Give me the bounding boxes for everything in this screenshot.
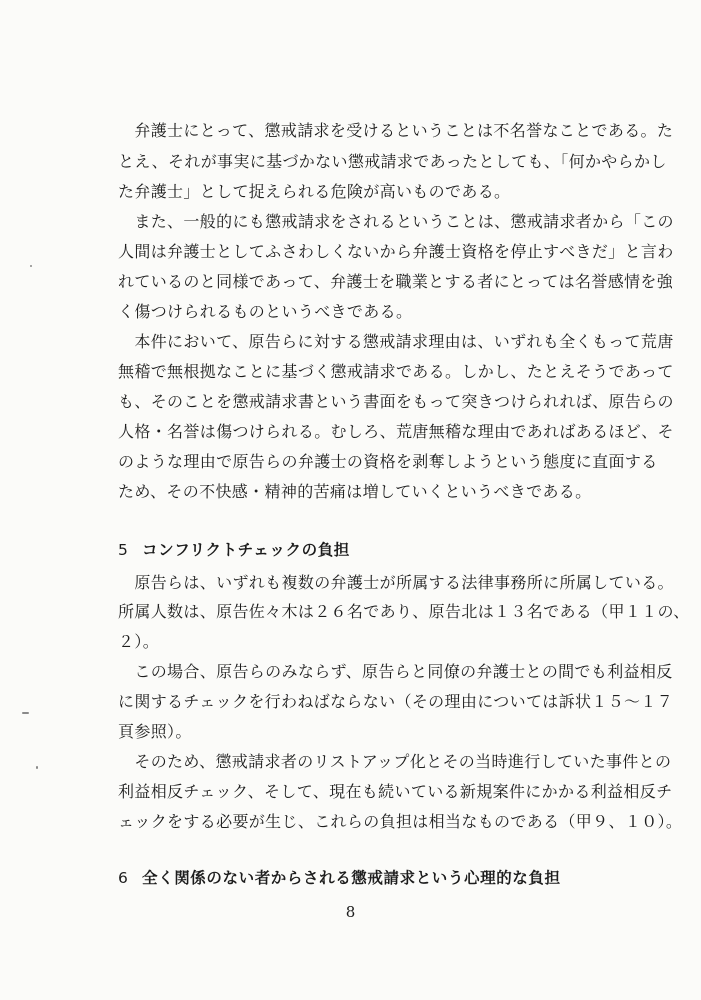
body-text-line: そのため、懲戒請求者のリストアップ化とその当時進行していた事件との — [118, 752, 672, 771]
body-text-line: く傷つけられるものというべきである。 — [118, 302, 413, 321]
body-text-line: とえ、それが事実に基づかない懲戒請求であったとしても、「何かやらかし — [118, 152, 667, 171]
body-text-line: また、一般的にも懲戒請求をされるということは、懲戒請求者から「この — [118, 212, 674, 231]
body-text-line: この場合、原告らのみならず、原告らと同僚の弁護士との間でも利益相反 — [118, 662, 673, 681]
body-text-line: 本件において、原告らに対する懲戒請求理由は、いずれも全くもって荒唐 — [118, 332, 674, 351]
body-text-line: 利益相反チェック、そして、現在も続いている新規案件にかかる利益相反チ — [118, 782, 673, 801]
body-text-line: に関するチェックを行わねばならない（その理由については訴状１５～１７ — [118, 692, 674, 711]
body-text-line: 人間は弁護士としてふさわしくないから弁護士資格を停止すべきだ」と言わ — [118, 242, 674, 261]
body-text-line: 弁護士にとって、懲戒請求を受けるということは不名誉なことである。た — [118, 121, 674, 140]
section-title: コンフリクトチェックの負担 — [142, 541, 350, 559]
scan-speck — [22, 712, 29, 714]
body-text-line: ェックをする必要が生じ、これらの負担は相当なものである（甲９、１０）。 — [118, 812, 683, 831]
body-text-line: のような理由で原告らの弁護士の資格を剥奪しようという態度に直面する — [118, 452, 658, 471]
body-text-line: れているのと同様であって、弁護士を職業とする者にとっては名誉感情を強 — [118, 272, 674, 291]
scan-speck — [30, 265, 32, 267]
scan-speck — [36, 766, 38, 769]
body-text-line: 原告らは、いずれも複数の弁護士が所属する法律事務所に所属している。 — [118, 573, 674, 592]
body-text-line: た弁護士」として捉えられる危険が高いものである。 — [118, 182, 511, 201]
section-title: 全く関係のない者からされる懲戒請求という心理的な負担 — [142, 869, 561, 887]
section-number: 6 — [118, 869, 129, 887]
section-6-heading — [118, 868, 561, 888]
body-text-line: 人格・名誉は傷つけられる。むしろ、荒唐無稽な理由であればあるほど、そ — [118, 422, 674, 441]
body-text-line: ため、その不快感・精神的苦痛は増していくというべきである。 — [118, 482, 592, 501]
page-number: 8 — [345, 903, 356, 921]
section-number: 5 — [118, 541, 129, 559]
body-text-line: ２）。 — [118, 632, 160, 651]
body-text-line: も、そのことを懲戒請求書という書面をもって突きつけられれば、原告らの — [118, 392, 674, 411]
body-text-line: 頁参照）。 — [118, 722, 192, 741]
section-5-heading — [118, 540, 350, 560]
body-text-line: 無稽で無根拠なことに基づく懲戒請求である。しかし、たとえそうであって — [118, 362, 674, 381]
body-text-line: 所属人数は、原告佐々木は２６名であり、原告北は１３名である（甲１１の、 — [118, 602, 690, 621]
